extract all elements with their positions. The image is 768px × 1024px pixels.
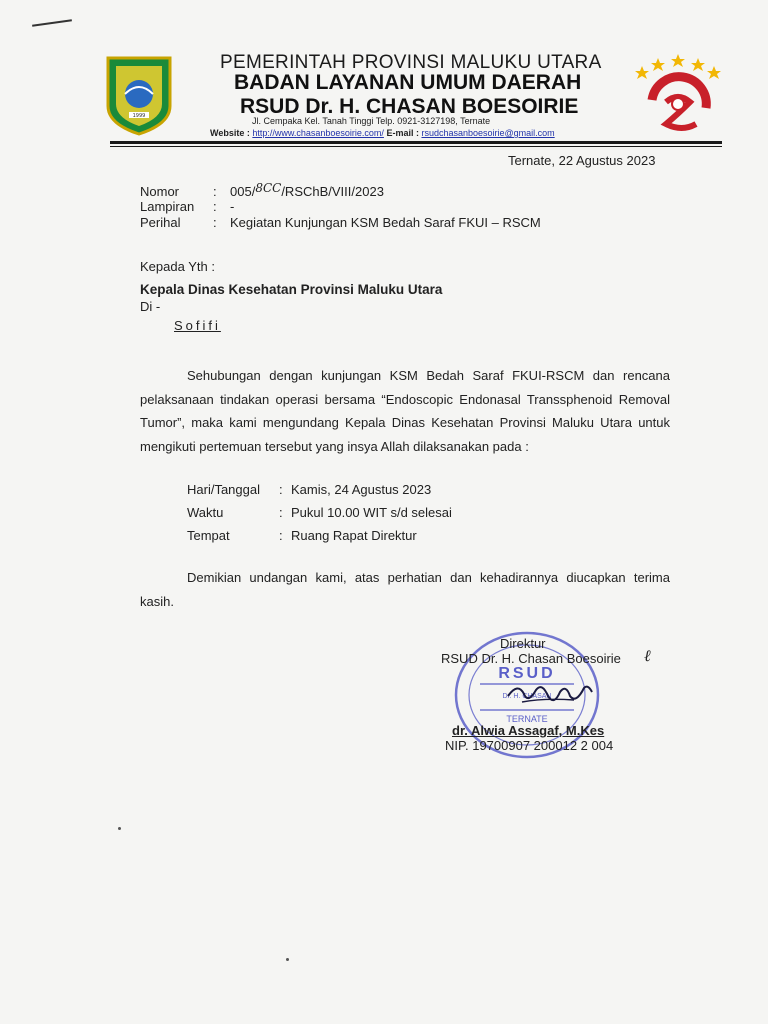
stamp-small-text: Dr. H. CHASAN xyxy=(502,693,552,700)
letterhead-rule-thin xyxy=(110,146,722,147)
signature-institution: RSUD Dr. H. Chasan Boesoirie xyxy=(441,651,621,666)
email-link[interactable]: rsudchasanboesoirie@gmail.com xyxy=(421,128,555,138)
lampiran-label: Lampiran xyxy=(140,199,195,214)
letterhead-contact xyxy=(210,128,555,138)
speck xyxy=(286,958,289,961)
nomor-label: Nomor xyxy=(140,184,180,199)
website-label: Website : xyxy=(210,128,250,138)
perihal-label: Perihal xyxy=(140,215,181,230)
website-link[interactable]: http://www.chasanboesoirie.com/ xyxy=(252,128,384,138)
recipient-place: Sofifi xyxy=(174,318,221,333)
handwritten-signature xyxy=(504,678,594,712)
detail-value-date: Kamis, 24 Agustus 2023 xyxy=(291,482,432,497)
recipient-di: Di - xyxy=(140,299,161,314)
email-label: E-mail : xyxy=(386,128,419,138)
nomor-handwritten: 8CC xyxy=(255,181,282,195)
paraf-mark-icon: ℓ xyxy=(644,646,651,665)
hospital-logo-icon xyxy=(630,52,726,136)
perihal-value: Kegiatan Kunjungan KSM Bedah Saraf FKUI – RSCM xyxy=(230,215,541,230)
detail-separator: : xyxy=(279,505,283,520)
lampiran-value: - xyxy=(230,199,235,214)
letter-date: Ternate, 22 Agustus 2023 xyxy=(508,153,656,168)
detail-label-time: Waktu xyxy=(187,505,224,520)
detail-value-place: Ruang Rapat Direktur xyxy=(291,528,417,543)
lampiran-separator: : xyxy=(213,199,217,214)
recipient-greeting: Kepada Yth : xyxy=(140,259,215,274)
detail-label-place: Tempat xyxy=(187,528,230,543)
detail-separator: : xyxy=(279,482,283,497)
nomor-prefix: 005/ xyxy=(230,184,256,199)
nomor-value xyxy=(230,181,384,199)
signature-title: Direktur xyxy=(500,636,546,651)
letterhead-line3: RSUD Dr. H. CHASAN BOESOIRIE xyxy=(240,95,579,118)
detail-value-time: Pukul 10.00 WIT s/d selesai xyxy=(291,505,452,520)
perihal-separator: : xyxy=(213,215,217,230)
signatory-name: dr. Alwia Assagaf, M.Kes xyxy=(452,723,605,738)
stamp-sub-text: TERNATE xyxy=(506,714,548,724)
speck xyxy=(118,827,121,830)
body-paragraph-2 xyxy=(140,566,670,613)
nomor-suffix: /RSChB/VIII/2023 xyxy=(281,184,384,199)
stamp-center-text: RSUD xyxy=(498,665,556,682)
pen-mark xyxy=(32,19,72,27)
detail-label-date: Hari/Tanggal xyxy=(187,482,260,497)
body-paragraph-1-text: Sehubungan dengan kunjungan KSM Bedah Saraf FKUI-RSCM dan rencana pelaksanaan tindakan operasi bersama “Endoscopic Endonasal Transsphenoid Removal Tumor”, maka kami mengundang Kepala Dinas Kesehatan Provinsi Maluku Utara untuk mengikuti pertemuan tersebut yang insya Allah dilaksanakan pada : xyxy=(140,368,670,454)
province-emblem-icon xyxy=(102,54,176,136)
letterhead-line2: BADAN LAYANAN UMUM DAERAH xyxy=(234,71,582,94)
emblem-year: 1999 xyxy=(132,113,146,119)
letterhead-address: Jl. Cempaka Kel. Tanah Tinggi Telp. 0921-3127198, Ternate xyxy=(252,116,491,126)
letterhead-line1: PEMERINTAH PROVINSI MALUKU UTARA xyxy=(220,52,602,73)
body-paragraph-2-text: Demikian undangan kami, atas perhatian dan kehadirannya diucapkan terima kasih. xyxy=(140,570,670,609)
recipient-name: Kepala Dinas Kesehatan Provinsi Maluku Utara xyxy=(140,282,443,297)
nomor-separator: : xyxy=(213,184,217,199)
letterhead-rule-thick xyxy=(110,141,722,144)
detail-separator: : xyxy=(279,528,283,543)
signatory-nip: NIP. 19700907 200012 2 004 xyxy=(445,738,614,753)
body-paragraph-1 xyxy=(140,364,670,458)
